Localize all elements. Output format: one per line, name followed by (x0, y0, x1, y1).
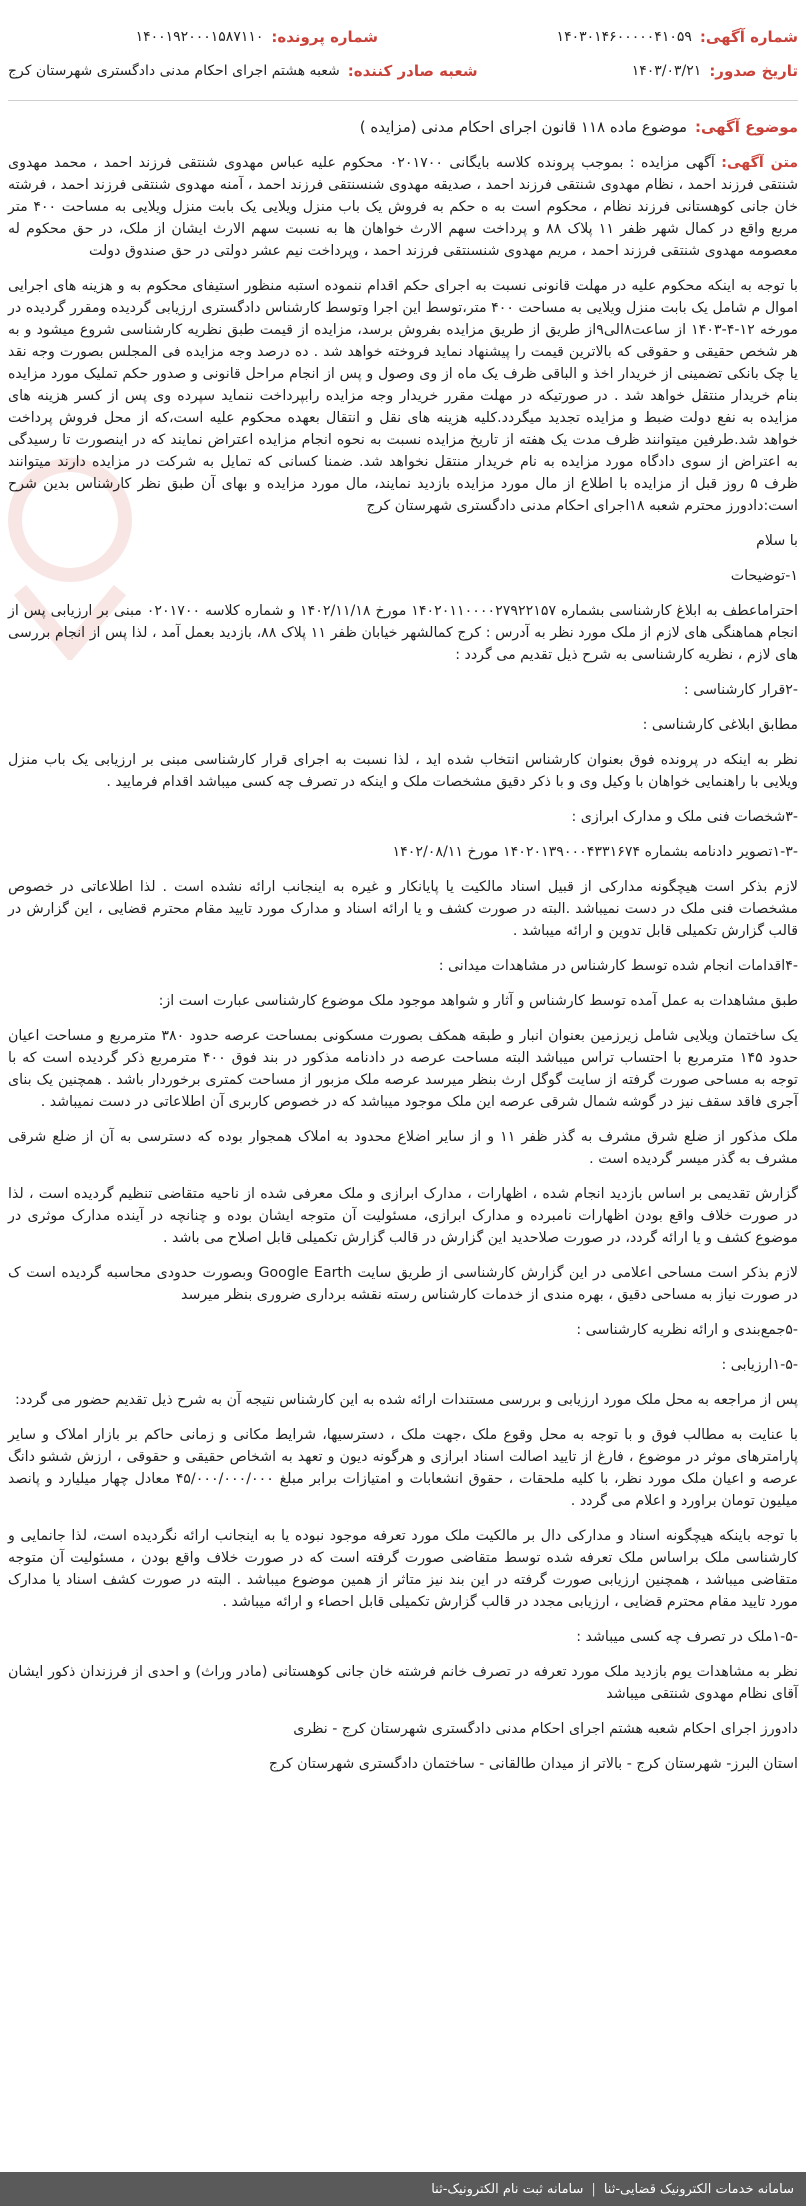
notice-subject (8, 118, 798, 136)
body-paragraph-26: استان البرز- شهرستان کرج - بالاتر از میدان طالقانی - ساختمان دادگستری شهرستان کرج (268, 1756, 798, 1772)
body-paragraph-6: -۲قرار کارشناسی : (683, 682, 798, 698)
body-paragraph-22: با توجه باینکه هیچگونه اسناد و مدارکی دال بر مالکیت ملک مورد تعرفه موجود نبوده یا به اینجانب ارائه نگردیده است، لذا جانمایی و کارشناسی ملک براساس ملک تعرفه شده توسط متقاضی صورت گرفته است که در صورت خلاف واقع بودن ، مسئولیت آن متوجه متقاضی میباشد ، همچنین ارزیابی صورت گرفته در این بند نیز متاثر از همین موضوع میباشد . البته در صورت کشف اسناد یا مدارک مورد تایید مقام محترم قضایی ، ارزیابی مجدد در قالب گزارش تکمیلی قابل احصاء و ارائه میباشد . (8, 1528, 798, 1610)
issuing-branch-label: شعبه صادر کننده: (347, 62, 478, 80)
notice-body (8, 152, 798, 1788)
body-paragraph-21: با عنایت به مطالب فوق و با توجه به محل وقوع ملک ،جهت ملک ، دسترسیها، شرایط مکانی و زمانی حاکم بر بازار املاک و سایر پارامترهای موثر در موضوع ، فارغ از تایید اصالت اسناد ابرازی و هرگونه دیون و تعهد به اشخاص حقیقی و حقوقی ، ارزش ششو دانگ عرصه و اعیان ملک مورد نظر، با کلیه ملحقات ، حقوق انشعابات و امتیازات برابر مبلغ ۴۵/۰۰۰/۰۰۰/۰۰۰ معادل چهار میلیارد و پانصد میلیون تومان براورد و اعلام می گردد . (8, 1427, 798, 1509)
notice-header (8, 20, 798, 88)
body-paragraph-23: -۱-۵ملک در تصرف چه کسی میباشد : (576, 1629, 798, 1645)
body-text-1: آگهی مزایده : بموجب پرونده کلاسه بایگانی ۰۲۰۱۷۰۰ محکوم علیه عباس مهدوی شنتقی فرزند احمد ، محمد مهدوی شنتقی فرزند احمد ، نظام مهدوی شنتقی فرزند احمد ، صدیقه مهدوی شنسنتقی فرزند احمد ، آمنه مهدوی شنتقی فرزند احمد ، فرشته خان جانی کوهستانی فرزند نظام ، محکوم است به ه حکم به فروش یک باب منزل ویلایی یک بابت منزل ویلایی به مساحت ۴۰۰ متر مربع واقع در کمال شهر ظفر ۱۱ پلاک ۸۸ و پرداخت سهم الارث خواهان ها به نسبت سهم الارث ایشان از ملک، در حق محکوم له معصومه مهدوی شنتقی فرزند احمد ، مریم مهدوی شنسنتقی فرزند احمد ، وپرداخت نیم عشر دولتی در حق صندوق دولت (8, 155, 798, 259)
header-row-2 (8, 54, 798, 88)
body-paragraph-3: با سلام (756, 533, 798, 549)
file-number-value: ۱۴۰۰۱۹۲۰۰۰۱۵۸۷۱۱۰ (135, 29, 264, 45)
header-divider (8, 100, 798, 101)
file-number-label: شماره پرونده: (271, 28, 378, 46)
body-paragraph-17: لازم بذکر است مساحی اعلامی در این گزارش کارشناسی از طریق سایت Google Earth وبصورت حدودی محاسبه گردیده است ک در صورت نیاز به مساحی دقیق ، بهره مندی از خدمات کارشناس رسته نقشه برداری ضروری بنظر میرسد (8, 1265, 799, 1303)
issuing-branch-value: شعبه هشتم اجرای احکام مدنی دادگستری شهرستان کرج (8, 63, 340, 79)
footer-separator: | (591, 2181, 596, 2197)
body-paragraph-8: نظر به اینکه در پرونده فوق بعنوان کارشناس انتخاب شده اید ، لذا نسبت به اجرای قرار کارشناسی مبنی بر ارزیابی یک باب منزل ویلایی با راهنمایی خواهان با وکیل وی و با ذکر دقیق مشخصات ملک و اینکه در تصرف چه کسی میباشد اقدام فرمایید . (8, 752, 798, 790)
body-paragraph-11: لازم بذکر است هیچگونه مدارکی از قبیل اسناد مالکیت یا پایانکار و غیره به اینجانب ارائه نشده است . لذا اطلاعاتی در خصوص مشخصات فنی ملک در دست نمیباشد .البته در صورت کشف و یا ارائه اسناد و مدارک مورد تایید مقام محترم قضایی ، این گزارش در قالب گزارش تکمیلی قابل تدوین و ارائه میباشد . (8, 879, 798, 939)
body-paragraph-4: ۱-توضیحات (730, 568, 798, 584)
issue-date-value: ۱۴۰۳/۰۳/۲۱ (631, 63, 702, 79)
subject-label: موضوع آگهی: (694, 118, 798, 136)
body-paragraph-5: احتراماعطف به ابلاغ کارشناسی بشماره ۱۴۰۲۰۱۱۰۰۰۰۲۷۹۲۲۱۵۷ مورخ ۱۴۰۲/۱۱/۱۸ و شماره کلاسه ۰۲۰۱۷۰۰ مبنی بر ارزیابی پس از انجام هماهنگی های لازم از ملک مورد نظر به آدرس : کرج کمالشهر خیابان ظفر ۱۱ پلاک ۸۸، بازدید بعمل آمد ، لذا پس از انجام بررسی های لازم ، نظریه کارشناسی به شرح ذیل تقدیم می گردد : (8, 603, 798, 663)
body-paragraph-9: -۳شخصات فنی ملک و مدارک ابرازی : (571, 809, 798, 825)
body-paragraph-20: پس از مراجعه به محل ملک مورد ارزیابی و بررسی مستندات ارائه شده به این کارشناس نتیجه آن به شرح ذیل تقدیم حضور می گردد: (14, 1392, 798, 1408)
body-paragraph-16: گزارش تقدیمی بر اساس بازدید انجام شده ، اظهارات ، مدارک ابرازی و ملک معرفی شده از ناحیه متقاضی تنظیم گردیده است ، لذا در صورت خلاف واقع بودن اظهارات نامبرده و مدارک ابرازی، مسئولیت آن متوجه ایشان بوده و چنانچه در آینده مدارک موثری در موضوع کشف و یا ارائه گردد، در صورت صلاحدید این گزارش در قالب گزارش تکمیلی قابل اصلاح می باشد . (8, 1186, 798, 1246)
body-paragraph-19: -۱-۵ارزیابی : (721, 1357, 798, 1373)
body-paragraph-24: نظر به مشاهدات یوم بازدید ملک مورد تعرفه در تصرف خانم فرشته خان جانی کوهستانی (مادر وراث) و احدی از فرزندان ذکور ایشان آقای نظام مهدوی شنتقی میباشد (8, 1664, 798, 1702)
body-label: متن آگهی: (721, 155, 799, 171)
issue-date-cell (478, 62, 798, 80)
body-paragraph-2: با توجه به اینکه محکوم علیه در مهلت قانونی نسبت به اجرای حکم اقدام ننموده استبه منظور استیفای محکوم به و هزینه های اجرایی اموال م شامل یک بابت منزل ویلایی به مساحت ۴۰۰ متر،توسط این اجرا وتوسط کارشناس دادگستری ارزیابی گردیده ومقرر گردیده در مورخه ۱۲-۴-۱۴۰۳ از ساعت۸الی۹از طریق از طریق مزایده بفروش برسد، مزایده از قیمت طبق نظریه کارشناسی شروع میشود و به هر شخص حقیقی و حقوقی که بالاترین قیمت را پیشنهاد نماید فروخته خواهد شد . ده درصد وجه مزایده فی المجلس بصورت وجه نقد یا چک بانکی تضمینی از خریدار اخذ و الباقی ظرف یک ماه از وی وصول و پس از انجام مراحل قانونی و صدور حکم تملیک مورد مزایده بنام خریدار منتقل خواهد شد . در صورتیکه در مهلت مقرر خریدار وجه مزایده رابپرداخت ننماید سپرده وی پس از کسر هزینه های مزایده به نفع دولت ضبط و مزایده تجدید میگردد.کلیه هزینه های نقل و انتقال بعهده محکوم علیه است،که از محل فروش پرداخت خواهد شد.طرفین میتوانند ظرف مدت یک هفته از تاریخ مزایده نسبت به نحوه انجام مزایده اعتراض نمایند که در اینصورت تا رسیدگی به اعتراض از سوی دادگاه مورد مزایده به نام خریدار منتقل نخواهد شد. ضمنا کسانی که تمایل به شرکت در مزایده دارند میتوانند ظرف ۵ روز قبل از مزایده با اطلاع از مال مورد مزایده بازدید نمایند، مال مورد مزایده و بهای آن طبق نظر کارشناس بدین شرح است:دادورز محترم شعبه ۱۸اجرای احکام مدنی دادگستری شهرستان کرج (8, 278, 799, 514)
footer-link-sana-services[interactable]: سامانه خدمات الکترونیک قضایی-ثنا (603, 2181, 794, 2197)
issue-date-label: تاریخ صدور: (709, 62, 798, 80)
body-paragraph-18: -۵جمع‌بندی و ارائه نظریه کارشناسی : (576, 1322, 798, 1338)
body-paragraph-1 (8, 152, 798, 262)
body-paragraph-7: مطابق ابلاغی کارشناسی : (642, 717, 798, 733)
ad-number-value: ۱۴۰۳۰۱۴۶۰۰۰۰۰۴۱۰۵۹ (556, 29, 692, 45)
issuing-branch-cell (8, 62, 478, 80)
body-paragraph-10: -۱-۳تصویر دادنامه بشماره ۱۴۰۲۰۱۳۹۰۰۰۴۳۳۱۶۷۴ مورخ ۱۴۰۲/۰۸/۱۱ (392, 844, 798, 860)
body-paragraph-13: طبق مشاهدات به عمل آمده توسط کارشناس و آثار و شواهد موجود ملک موضوع کارشناسی عبارت است از: (158, 993, 798, 1009)
ad-number-cell (378, 28, 798, 46)
body-paragraph-14: یک ساختمان ویلایی شامل زیرزمین بعنوان انبار و طبقه همکف بصورت مسکونی بمساحت عرصه حدود ۳۸۰ مترمربع و مساحت اعیان حدود ۱۴۵ مترمربع با احتساب تراس میباشد البته مساحت عرصه در دادنامه مذکور در بند فوق ۴۰۰ مترمربع ذکر گردیده است که با توجه به مساحی صورت گرفته از سایت گوگل ارث بنظر میرسد عرصه ملک مزبور از مساحت کمتری برخوردار باشد . همچنین یک بنای آجری فاقد سقف نیز در گوشه شمال شرقی عرصه این ملک موجود میباشد که در خصوص کاربری آن اطلاعاتی در دست نمیباشد . (8, 1028, 798, 1110)
ad-number-label: شماره آگهی: (699, 28, 798, 46)
body-paragraph-12: -۴اقدامات انجام شده توسط کارشناس در مشاهدات میدانی : (438, 958, 798, 974)
file-number-cell (8, 28, 378, 46)
subject-text: موضوع ماده ۱۱۸ قانون اجرای احکام مدنی (مزایده ) (359, 118, 687, 136)
footer-link-sana-registration[interactable]: سامانه ثبت نام الکترونیک-ثنا (431, 2181, 584, 2197)
header-row-1 (8, 20, 798, 54)
body-paragraph-25: دادورز اجرای احکام شعبه هشتم اجرای احکام مدنی دادگستری شهرستان کرج - نظری (293, 1721, 798, 1737)
body-paragraph-15: ملک مذکور از ضلع شرق مشرف به گذر ظفر ۱۱ و از سایر اضلاع محدود به املاک همجوار بوده که دسترسی به آن از ضلع شرقی مشرف به گذر میسر گردیده است . (8, 1129, 798, 1167)
footer-bar (0, 2172, 806, 2206)
